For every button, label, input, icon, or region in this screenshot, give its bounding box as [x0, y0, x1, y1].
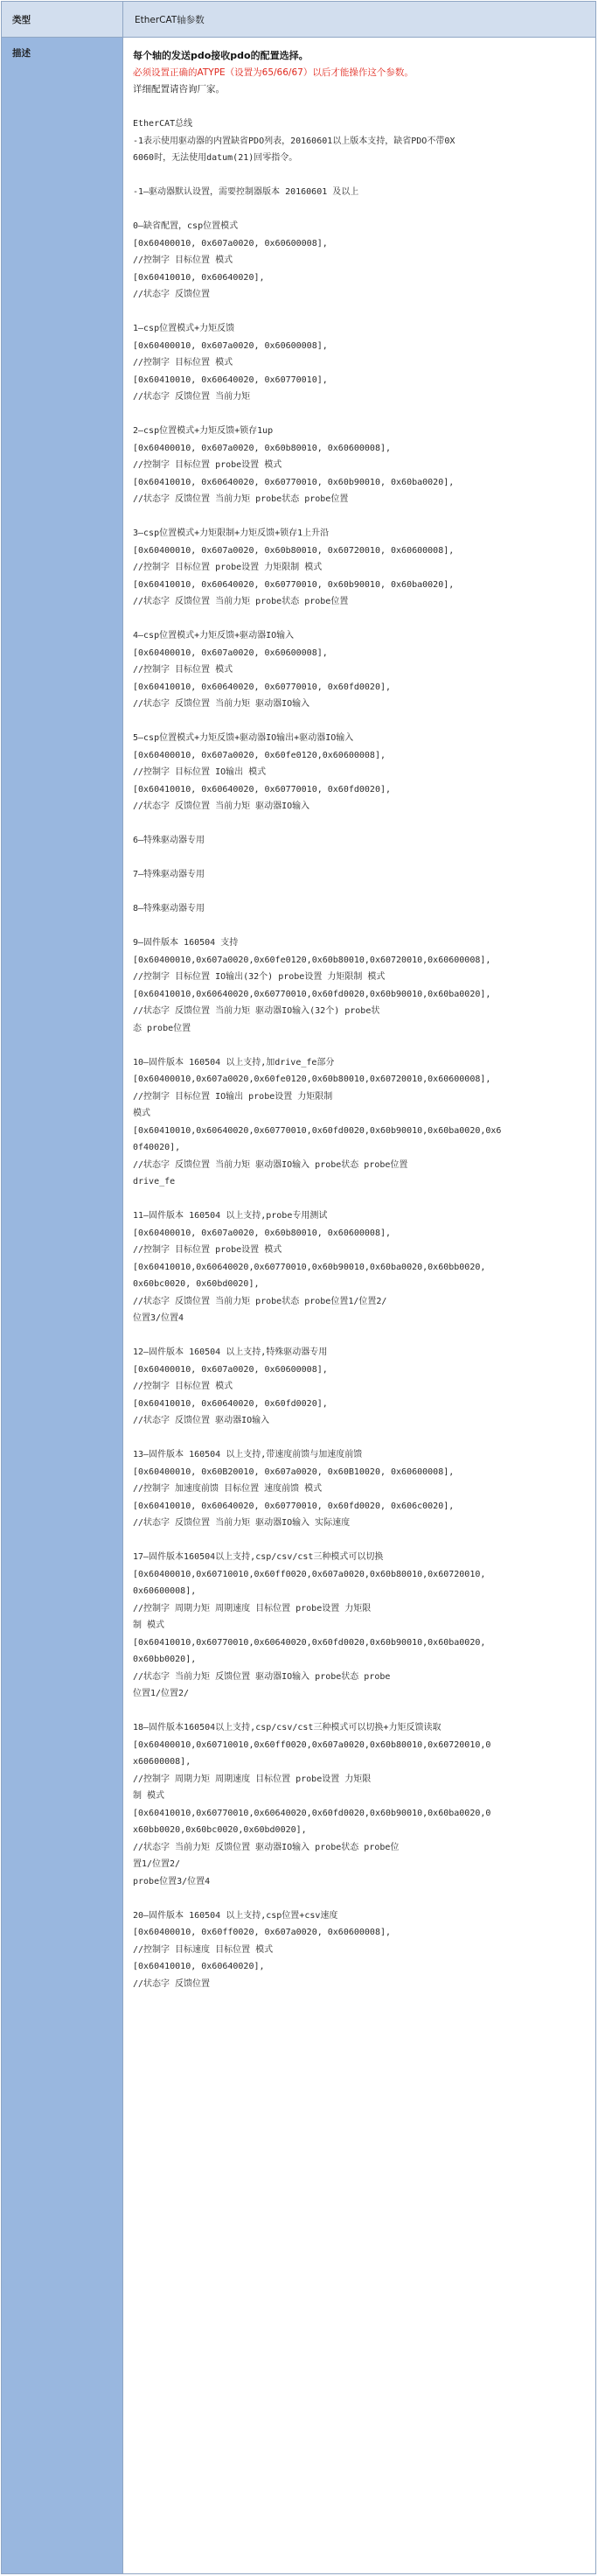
blank-line — [133, 99, 587, 116]
description-line: 20—固件版本 160504 以上支持,csp位置+csv速度 — [133, 1910, 338, 1921]
description-line: 详细配置请咨询厂家。 — [133, 84, 225, 94]
description-line: -1表示使用驱动器的内置缺省PDO列表，20160601以上版本支持，缺省PDO不带0X — [133, 136, 455, 146]
description-line: //状态字 反馈位置 — [133, 290, 211, 299]
description-value-cell — [124, 38, 595, 2573]
description-line: drive_fe — [133, 1177, 176, 1186]
blank-line — [133, 304, 587, 321]
blank-line — [133, 816, 587, 833]
description-line: [0x60410010, 0x60640020, 0x60770010, 0x60b90010, 0x60ba0020], — [133, 477, 455, 487]
description-line: //控制字 周期力矩 周期速度 目标位置 probe设置 力矩限 — [133, 1774, 372, 1784]
description-line: 7—特殊驱动器专用 — [133, 870, 205, 879]
description-line: x60600008], — [133, 1757, 191, 1767]
description-line: 6060时，无法使用datum(21)回零指令。 — [133, 153, 298, 163]
parameter-table — [1, 1, 596, 2574]
blank-line — [133, 1430, 587, 1447]
blank-line — [133, 918, 587, 935]
description-line: //状态字 反馈位置 当前力矩 probe状态 probe位置 — [133, 494, 349, 504]
description-line: [0x60410010, 0x60640020], — [133, 1962, 265, 1971]
description-line: //状态字 反馈位置 当前力矩 驱动器IO输入(32个) probe状 — [133, 1006, 380, 1016]
description-line: EtherCAT总线 — [133, 119, 193, 129]
description-line: 10—固件版本 160504 以上支持,加drive_fe部分 — [133, 1057, 335, 1068]
blank-line — [133, 167, 587, 185]
description-line: -1—驱动器默认设置，需要控制器版本 20160601 及以上 — [133, 187, 359, 197]
description-line: [0x60410010,0x60640020,0x60770010,0x60fd0020,0x60b90010,0x60ba0020], — [133, 989, 491, 999]
description-line: [0x60410010, 0x60640020], — [133, 272, 265, 283]
description-line: 必须设置正确的ATYPE（设置为65/66/67）以后才能操作这个参数。 — [133, 66, 414, 78]
description-line: 1—csp位置模式+力矩反馈 — [133, 324, 235, 333]
description-line: //状态字 反馈位置 当前力矩 驱动器IO输入 — [133, 699, 310, 709]
blank-line — [133, 406, 587, 424]
description-line: [0x60400010, 0x607a0020, 0x60600008], — [133, 1364, 328, 1375]
description-line: 2—csp位置模式+力矩反馈+锁存1up — [133, 426, 274, 436]
description-key-cell: 描述 — [2, 38, 123, 2573]
table-header-row — [2, 2, 595, 38]
description-line: 5—csp位置模式+力矩反馈+驱动器IO输出+驱动器IO输入 — [133, 733, 354, 743]
description-line: //控制字 目标位置 IO输出 模式 — [133, 767, 267, 777]
description-line: [0x60400010, 0x607a0020, 0x60b80010, 0x60600008], — [133, 443, 392, 453]
description-line: [0x60410010,0x60770010,0x60640020,0x60fd0020,0x60b90010,0x60ba0020, — [133, 1637, 486, 1648]
description-line: //状态字 反馈位置 当前力矩 驱动器IO输入 — [133, 802, 310, 811]
description-line: probe位置3/位置4 — [133, 1876, 211, 1886]
description-line: 制 模式 — [133, 1620, 165, 1630]
description-line: [0x60410010,0x60640020,0x60770010,0x60fd0020,0x60b90010,0x60ba0020,0x6 — [133, 1125, 502, 1136]
description-line: //状态字 当前力矩 反馈位置 驱动器IO输入 probe状态 probe — [133, 1671, 391, 1682]
description-line: 0x60600008], — [133, 1586, 197, 1596]
description-line: //控制字 目标位置 IO输出(32个) probe设置 力矩限制 模式 — [133, 972, 386, 982]
header-key-cell: 类型 — [2, 2, 123, 37]
description-line: 0x60bb0020], — [133, 1655, 197, 1664]
blank-line — [133, 611, 587, 628]
blank-line — [133, 713, 587, 731]
description-line: 9—固件版本 160504 支持 — [133, 938, 239, 948]
description-line: [0x60410010, 0x60640020, 0x60770010], — [133, 374, 328, 385]
description-line: [0x60400010, 0x607a0020, 0x60b80010, 0x60720010, 0x60600008], — [133, 545, 455, 556]
description-line: [0x60400010,0x607a0020,0x60fe0120,0x60b80010,0x60720010,0x60600008], — [133, 955, 491, 965]
description-line: [0x60400010,0x60710010,0x60ff0020,0x607a0020,0x60b80010,0x60720010,0 — [133, 1740, 491, 1750]
description-line: 0f40020], — [133, 1143, 181, 1152]
description-line: 11—固件版本 160504 以上支持,probe专用测试 — [133, 1211, 328, 1221]
description-line: //控制字 目标速度 目标位置 模式 — [133, 1944, 274, 1955]
description-line: [0x60400010, 0x60ff0020, 0x607a0020, 0x60600008], — [133, 1928, 392, 1937]
description-line: [0x60400010,0x607a0020,0x60fe0120,0x60b80010,0x60720010,0x60600008], — [133, 1074, 491, 1084]
description-line: 3—csp位置模式+力矩限制+力矩反馈+锁存1上升沿 — [133, 528, 330, 538]
blank-line — [133, 1327, 587, 1345]
description-line: 17—固件版本160504以上支持,csp/csv/cst三种模式可以切换 — [133, 1552, 384, 1562]
description-line: [0x60400010,0x60710010,0x60ff0020,0x607a0020,0x60b80010,0x60720010, — [133, 1569, 486, 1579]
header-value-cell: EtherCAT轴参数 — [135, 15, 205, 25]
description-line: 0x60bc0020, 0x60bd0020], — [133, 1279, 260, 1289]
blank-line — [133, 1191, 587, 1208]
description-line: [0x60410010, 0x60640020, 0x60770010, 0x60fd0020, 0x606c0020], — [133, 1501, 455, 1511]
blank-line — [133, 508, 587, 526]
description-line: 位置3/位置4 — [133, 1313, 184, 1323]
description-line: //状态字 反馈位置 当前力矩 probe状态 probe位置1/位置2/ — [133, 1296, 387, 1306]
description-line: 12—固件版本 160504 以上支持,特殊驱动器专用 — [133, 1348, 328, 1357]
description-line: [0x60400010, 0x607a0020, 0x60fe0120,0x60600008], — [133, 750, 386, 760]
description-line: //状态字 反馈位置 驱动器IO输入 — [133, 1416, 270, 1425]
description-line: //控制字 目标位置 模式 — [133, 358, 233, 368]
description-line: //控制字 目标位置 模式 — [133, 1382, 233, 1391]
description-line: [0x60400010, 0x607a0020, 0x60600008], — [133, 648, 328, 658]
description-line: //状态字 反馈位置 当前力矩 — [133, 392, 251, 402]
description-line: //控制字 目标位置 probe设置 模式 — [133, 1245, 282, 1255]
description-line: 8—特殊驱动器专用 — [133, 904, 205, 914]
description-line: 13—固件版本 160504 以上支持,带速度前馈与加速度前馈 — [133, 1450, 363, 1460]
blank-line — [133, 201, 587, 219]
blank-line — [133, 850, 587, 867]
description-line: //控制字 目标位置 probe设置 力矩限制 模式 — [133, 563, 323, 572]
description-line: [0x60410010, 0x60640020, 0x60770010, 0x60fd0020], — [133, 784, 392, 794]
description-line: 18—固件版本160504以上支持,csp/csv/cst三种模式可以切换+力矩反馈读取 — [133, 1723, 442, 1732]
blank-line — [133, 1890, 587, 1908]
description-line: [0x60400010, 0x607a0020, 0x60600008], — [133, 340, 328, 351]
blank-line — [133, 1703, 587, 1720]
description-line: [0x60400010, 0x607a0020, 0x60b80010, 0x60600008], — [133, 1228, 392, 1238]
description-line: 每个轴的发送pdo接收pdo的配置选择。 — [133, 50, 309, 61]
blank-line — [133, 1037, 587, 1054]
description-line: //控制字 目标位置 IO输出 probe设置 力矩限制 — [133, 1091, 333, 1102]
description-line: //状态字 反馈位置 当前力矩 probe状态 probe位置 — [133, 597, 349, 606]
description-line: 0—缺省配置，csp位置模式 — [133, 221, 239, 231]
description-line: 制 模式 — [133, 1791, 165, 1801]
description-line: 6—特殊驱动器专用 — [133, 836, 205, 845]
blank-line — [133, 1532, 587, 1550]
description-line: //控制字 加速度前馈 目标位置 速度前馈 模式 — [133, 1484, 323, 1494]
description-line: [0x60400010, 0x60B20010, 0x607a0020, 0x60B10020, 0x60600008], — [133, 1466, 455, 1477]
description-line: //状态字 反馈位置 — [133, 1978, 211, 1989]
description-line: //状态字 反馈位置 当前力矩 驱动器IO输入 probe状态 probe位置 — [133, 1159, 408, 1170]
description-line: //状态字 反馈位置 当前力矩 驱动器IO输入 实际速度 — [133, 1518, 351, 1528]
description-line: x60bb0020,0x60bc0020,0x60bd0020], — [133, 1825, 307, 1835]
description-line: [0x60400010, 0x607a0020, 0x60600008], — [133, 238, 328, 248]
description-line: //状态字 当前力矩 反馈位置 驱动器IO输入 probe状态 probe位 — [133, 1842, 400, 1852]
description-line: //控制字 目标位置 probe设置 模式 — [133, 460, 282, 470]
description-line: 模式 — [133, 1109, 150, 1118]
description-line: [0x60410010,0x60770010,0x60640020,0x60fd0020,0x60b90010,0x60ba0020,0 — [133, 1808, 491, 1818]
description-line: //控制字 目标位置 模式 — [133, 256, 233, 265]
description-line: //控制字 目标位置 模式 — [133, 665, 233, 675]
description-line: [0x60410010, 0x60640020, 0x60fd0020], — [133, 1398, 328, 1409]
description-line: [0x60410010, 0x60640020, 0x60770010, 0x60b90010, 0x60ba0020], — [133, 579, 455, 590]
description-line: 态 probe位置 — [133, 1023, 191, 1033]
description-line: 位置1/位置2/ — [133, 1689, 190, 1698]
description-line: [0x60410010, 0x60640020, 0x60770010, 0x60fd0020], — [133, 682, 392, 692]
description-line: 置1/位置2/ — [133, 1859, 181, 1869]
description-line: //控制字 周期力矩 周期速度 目标位置 probe设置 力矩限 — [133, 1603, 372, 1614]
description-line: 4—csp位置模式+力矩反馈+驱动器IO输入 — [133, 631, 295, 640]
description-line: [0x60410010,0x60640020,0x60770010,0x60b90010,0x60ba0020,0x60bb0020, — [133, 1262, 486, 1272]
blank-line — [133, 884, 587, 901]
